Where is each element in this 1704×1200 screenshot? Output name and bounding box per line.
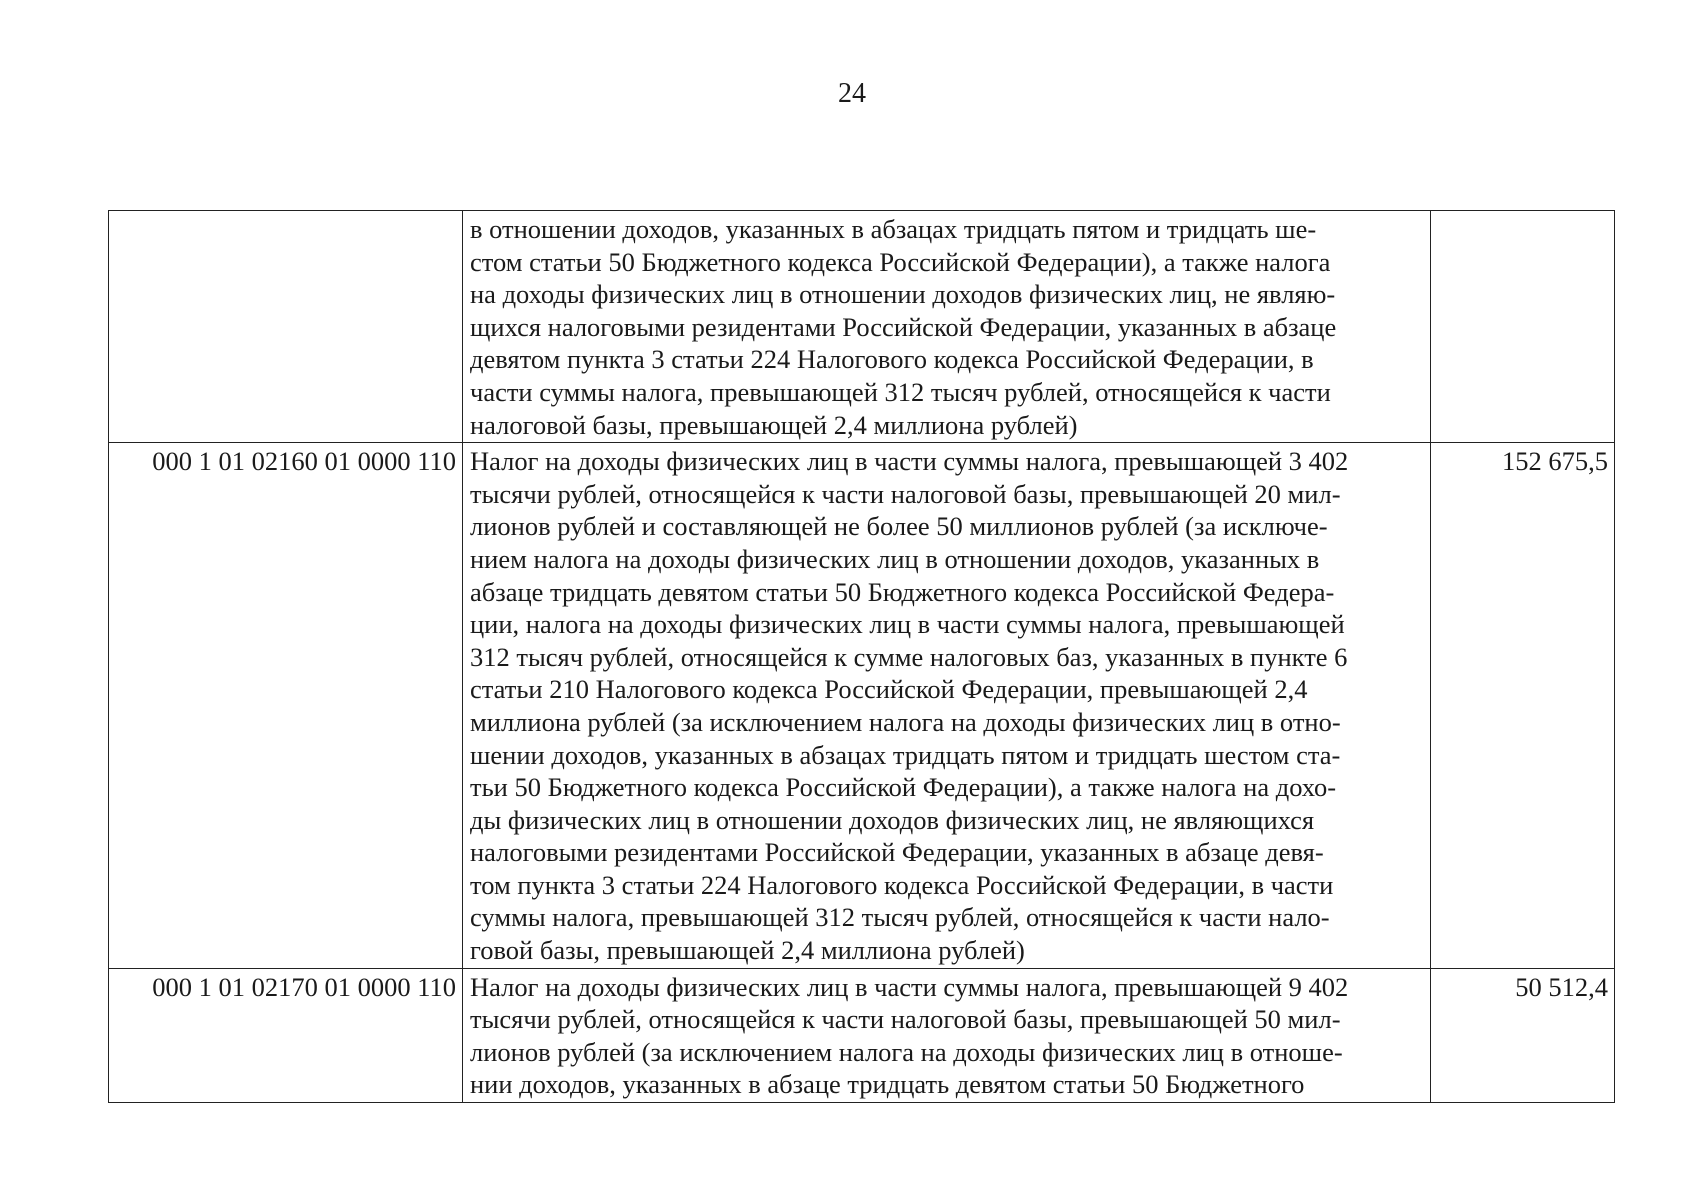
revenue-name-line: тысячи рублей, относящейся к части налоговой базы, превышающей 50 мил- bbox=[470, 1004, 1341, 1035]
revenue-name-line: ды физических лиц в отношении доходов физических лиц, не являющихся bbox=[470, 804, 1315, 835]
revenue-name-line: тысячи рублей, относящейся к части налоговой базы, превышающей 20 мил- bbox=[470, 478, 1341, 509]
revenue-name-line: лионов рублей и составляющей не более 50 миллионов рублей (за исключе- bbox=[470, 511, 1328, 542]
classification-code-cell: 000 1 01 02160 01 0000 110 bbox=[109, 443, 463, 969]
revenue-name-line: части суммы налога, превышающей 312 тысяч рублей, относящейся к части bbox=[470, 376, 1331, 407]
budget-table bbox=[108, 210, 1615, 1103]
revenue-name-line: девятом пункта 3 статьи 224 Налогового кодекса Российской Федерации, в bbox=[470, 344, 1314, 375]
page-number: 24 bbox=[838, 78, 866, 109]
revenue-name-cell bbox=[463, 968, 1431, 1102]
revenue-name-line: Налог на доходы физических лиц в части суммы налога, превышающей 9 402 bbox=[470, 971, 1349, 1002]
revenue-name-line: нием налога на доходы физических лиц в отношении доходов, указанных в bbox=[470, 543, 1320, 574]
revenue-name-line: суммы налога, превышающей 312 тысяч рублей, относящейся к части нало- bbox=[470, 902, 1330, 933]
revenue-name-cell bbox=[463, 443, 1431, 969]
revenue-name-line: тьи 50 Бюджетного кодекса Российской Федерации), а также налога на дохо- bbox=[470, 772, 1337, 803]
revenue-name-line: статьи 210 Налогового кодекса Российской Федерации, превышающей 2,4 bbox=[470, 674, 1308, 705]
revenue-name-line: том пункта 3 статьи 224 Налогового кодекса Российской Федерации, в части bbox=[470, 869, 1334, 900]
revenue-name-line: лионов рублей (за исключением налога на доходы физических лиц в отноше- bbox=[470, 1036, 1343, 1067]
table-row bbox=[109, 443, 1615, 969]
revenue-name-line: в отношении доходов, указанных в абзацах тридцать пятом и тридцать ше- bbox=[470, 214, 1317, 244]
table-row bbox=[109, 211, 1615, 443]
revenue-name-line: Налог на доходы физических лиц в части суммы налога, превышающей 3 402 bbox=[470, 446, 1349, 477]
revenue-name-line: налоговыми резидентами Российской Федерации, указанных в абзаце девя- bbox=[470, 837, 1324, 868]
revenue-name-line: абзаце тридцать девятом статьи 50 Бюджетного кодекса Российской Федера- bbox=[470, 576, 1335, 607]
table-row bbox=[109, 968, 1615, 1102]
revenue-name-line: 312 тысяч рублей, относящейся к сумме налоговых баз, указанных в пункте 6 bbox=[470, 641, 1348, 672]
classification-code-cell: 000 1 01 02170 01 0000 110 bbox=[109, 968, 463, 1102]
amount-cell: 50 512,4 bbox=[1431, 968, 1615, 1102]
amount-cell: 152 675,5 bbox=[1431, 443, 1615, 969]
revenue-name-line: стом статьи 50 Бюджетного кодекса Российской Федерации), а также налога bbox=[470, 246, 1331, 277]
revenue-name-line: налоговой базы, превышающей 2,4 миллиона рублей) bbox=[470, 409, 1078, 440]
revenue-name-line: говой базы, превышающей 2,4 миллиона рублей) bbox=[470, 935, 1025, 966]
classification-code-cell bbox=[109, 211, 463, 443]
revenue-name-cell bbox=[463, 211, 1431, 443]
revenue-name-line: нии доходов, указанных в абзаце тридцать девятом статьи 50 Бюджетного bbox=[470, 1069, 1305, 1100]
revenue-name-line: шении доходов, указанных в абзацах тридцать пятом и тридцать шестом ста- bbox=[470, 739, 1341, 770]
amount-cell bbox=[1431, 211, 1615, 443]
revenue-name-line: ции, налога на доходы физических лиц в части суммы налога, превышающей bbox=[470, 609, 1345, 640]
revenue-name-line: миллиона рублей (за исключением налога на доходы физических лиц в отно- bbox=[470, 706, 1341, 737]
revenue-name-line: на доходы физических лиц в отношении доходов физических лиц, не являю- bbox=[470, 279, 1336, 310]
revenue-name-line: щихся налоговыми резидентами Российской Федерации, указанных в абзаце bbox=[470, 311, 1337, 342]
